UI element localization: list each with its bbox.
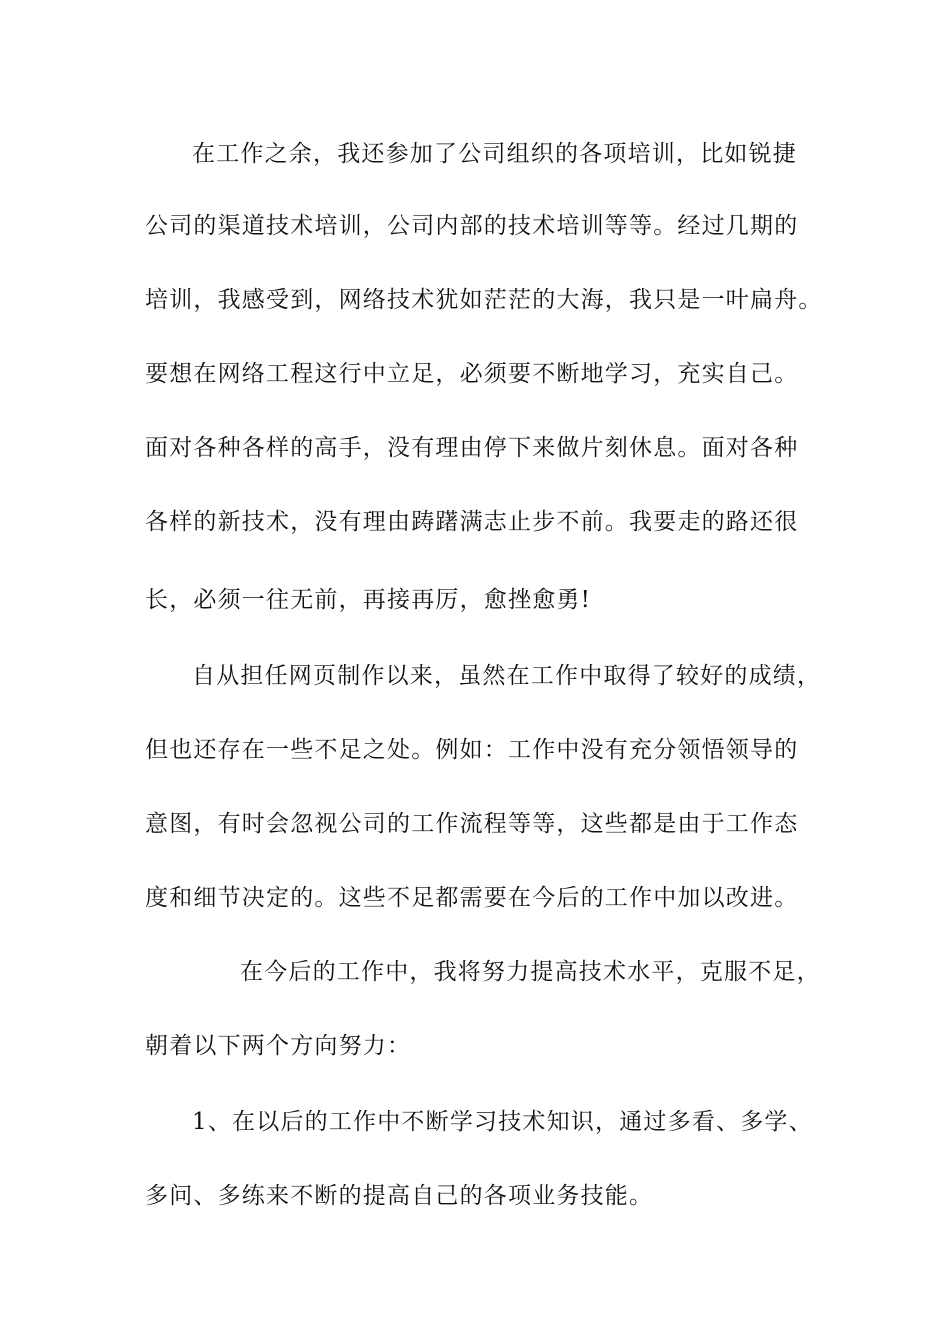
paragraph-line-15: 多问、多练来不断的提高自己的各项业务技能。 <box>145 1183 654 1209</box>
paragraph-line-13: 朝着以下两个方向努力： <box>145 1033 412 1059</box>
paragraph-line-14: 1、在以后的工作中不断学习技术知识，通过多看、多学、 <box>192 1109 813 1135</box>
paragraph-line-6: 各样的新技术，没有理由踌躇满志止步不前。我要走的路还很 <box>145 509 799 535</box>
paragraph-line-11: 度和细节决定的。这些不足都需要在今后的工作中加以改进。 <box>145 885 799 911</box>
paragraph-line-8: 自从担任网页制作以来，虽然在工作中取得了较好的成绩， <box>192 663 822 689</box>
paragraph-line-9: 但也还存在一些不足之处。例如：工作中没有充分领悟领导的 <box>145 737 799 763</box>
paragraph-line-2: 公司的渠道技术培训，公司内部的技术培训等等。经过几期的 <box>145 213 799 239</box>
paragraph-line-10: 意图，有时会忽视公司的工作流程等等，这些都是由于工作态 <box>145 811 799 837</box>
paragraph-line-7: 长，必须一往无前，再接再厉，愈挫愈勇! <box>145 587 592 613</box>
paragraph-line-1: 在工作之余，我还参加了公司组织的各项培训，比如锐捷 <box>192 141 797 167</box>
paragraph-line-3: 培训，我感受到，网络技术犹如茫茫的大海，我只是一叶扁舟。 <box>145 287 823 313</box>
paragraph-line-12: 在今后的工作中，我将努力提高技术水平，克服不足， <box>240 959 821 985</box>
paragraph-line-4: 要想在网络工程这行中立足，必须要不断地学习，充实自己。 <box>145 361 799 387</box>
paragraph-line-5: 面对各种各样的高手，没有理由停下来做片刻休息。面对各种 <box>145 435 799 461</box>
